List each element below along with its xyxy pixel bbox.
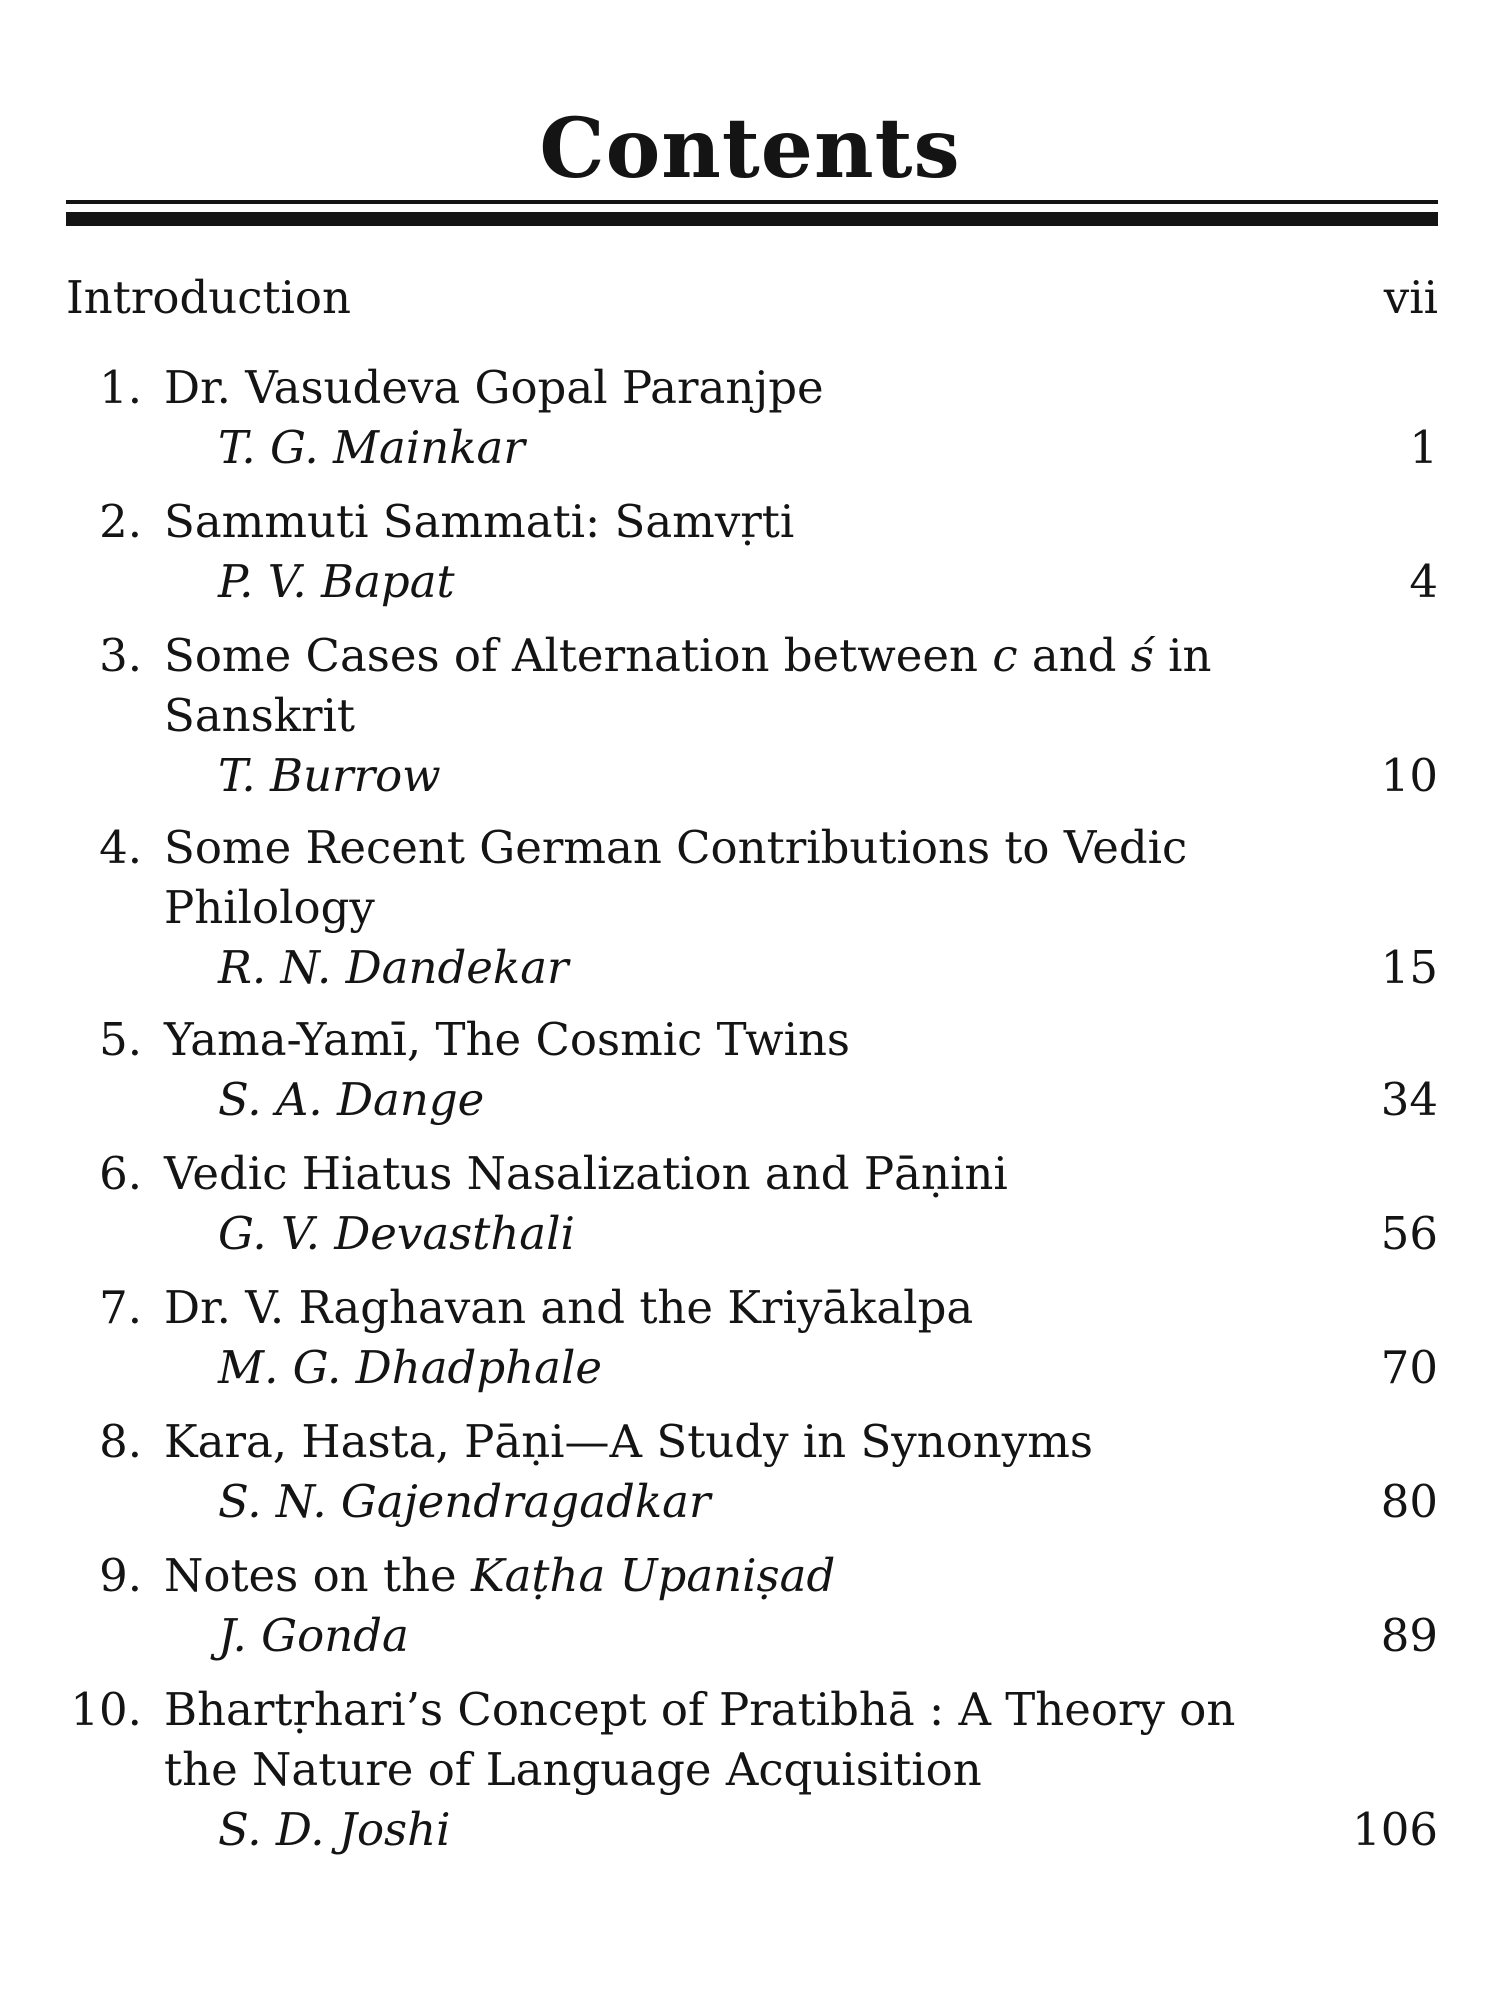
entry-number: 9. bbox=[99, 1549, 142, 1602]
entry-author: P. V. Bapat bbox=[218, 555, 455, 608]
entry-number: 7. bbox=[99, 1281, 142, 1334]
entry-number: 4. bbox=[99, 821, 142, 874]
page-title: Contents bbox=[539, 101, 961, 197]
entry-title: Dr. V. Raghavan and the Kriyākalpa bbox=[164, 1281, 974, 1334]
entry-title: Bhartṛhari’s Concept of Pratibhā : A Theory on the Nature of Language Acquisition bbox=[164, 1683, 1236, 1796]
entry-page: 10 bbox=[1380, 749, 1438, 802]
entry-author: T. G. Mainkar bbox=[218, 421, 525, 474]
entry-page: 1 bbox=[1409, 421, 1438, 474]
entry-title: Notes on the Kaṭha Upaniṣad bbox=[164, 1549, 836, 1602]
entry-title: Sammuti Sammati: Samvṛti bbox=[164, 495, 795, 548]
entry-author: G. V. Devasthali bbox=[218, 1207, 575, 1260]
entry-number: 5. bbox=[99, 1013, 142, 1066]
entry-title: Some Recent German Contributions to Vedic Philology bbox=[164, 821, 1188, 934]
introduction-label: Introduction bbox=[66, 271, 351, 324]
entry-page: 89 bbox=[1380, 1609, 1438, 1662]
entry-page: 34 bbox=[1380, 1073, 1438, 1126]
entry-page: 70 bbox=[1380, 1341, 1438, 1394]
entry-author: M. G. Dhadphale bbox=[218, 1341, 602, 1394]
title-rule-thin bbox=[66, 200, 1438, 204]
entry-page: 80 bbox=[1380, 1475, 1438, 1528]
entry-author: S. A. Dange bbox=[218, 1073, 485, 1126]
entry-title: Some Cases of Alternation between c and ś in Sanskrit bbox=[164, 629, 1212, 742]
entry-page: 56 bbox=[1380, 1207, 1438, 1260]
toc-introduction[interactable] bbox=[66, 268, 1438, 328]
entry-author: J. Gonda bbox=[218, 1609, 409, 1662]
entry-page: 106 bbox=[1352, 1803, 1438, 1856]
entry-page: 4 bbox=[1409, 555, 1438, 608]
entry-title: Kara, Hasta, Pāṇi—A Study in Synonyms bbox=[164, 1415, 1093, 1468]
entry-number: 1. bbox=[99, 361, 142, 414]
entry-title: Dr. Vasudeva Gopal Paranjpe bbox=[164, 361, 824, 414]
introduction-page: vii bbox=[1383, 271, 1438, 324]
title-rule-thick bbox=[66, 212, 1438, 226]
entry-number: 6. bbox=[99, 1147, 142, 1200]
entry-title: Vedic Hiatus Nasalization and Pāṇini bbox=[164, 1147, 1008, 1200]
entry-page: 15 bbox=[1380, 941, 1438, 994]
entry-author: T. Burrow bbox=[218, 749, 441, 802]
entry-number: 3. bbox=[99, 629, 142, 682]
entry-author: R. N. Dandekar bbox=[218, 941, 569, 994]
entry-number: 10. bbox=[70, 1683, 142, 1736]
entry-author: S. N. Gajendragadkar bbox=[218, 1475, 711, 1528]
entry-number: 2. bbox=[99, 495, 142, 548]
entry-title: Yama-Yamī, The Cosmic Twins bbox=[164, 1013, 851, 1066]
entry-author: S. D. Joshi bbox=[218, 1803, 451, 1856]
entry-number: 8. bbox=[99, 1415, 142, 1468]
